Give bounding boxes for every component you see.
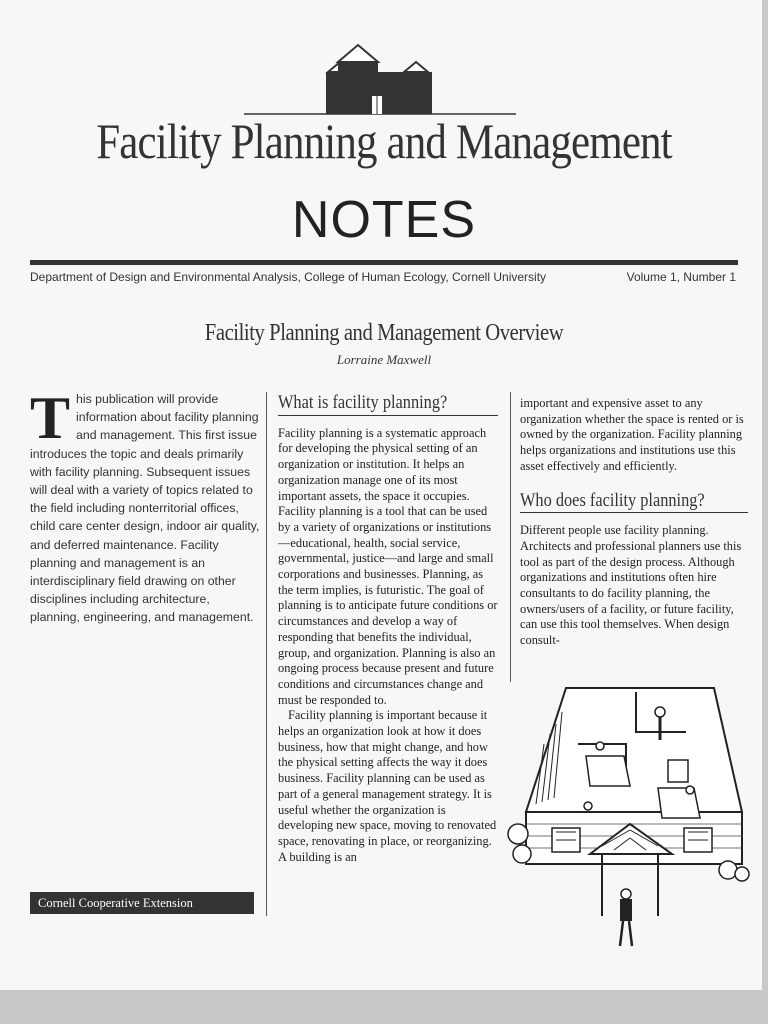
building-cutaway-illustration — [506, 684, 752, 952]
department-line: Department of Design and Environmental Analysis, College of Human Ecology, Cornell University — [30, 270, 547, 284]
volume-number: Volume 1, Number 1 — [626, 270, 736, 284]
section-what-is-facility-planning — [278, 392, 498, 865]
article-title: Facility Planning and Management Overview — [204, 320, 564, 346]
section-heading: What is facility planning? — [278, 392, 448, 413]
intro-column — [30, 385, 260, 627]
intro-text: his publication will provide information about facility planning and management. This first issue introduces the topic and deals primarily with facility planning. Subsequent issues will deal with a variety of topics related to the field including nonterritorial offices, child care center design, indoor air quality, and deferred maintenance. Facility planning and management is an interdisciplinary field drawing on other disciplines including architecture, planning, engineering, and management. — [30, 392, 260, 625]
column-divider — [510, 392, 511, 682]
heading-rule — [520, 512, 748, 513]
section-heading: Who does facility planning? — [520, 489, 705, 511]
body-paragraph: Different people use facility planning. Architects and professional planners use this tool as part of the design process. Although organizations and institutions often hire consultants to do facility planning, the owners/users of a facility, or future facility, can use this tool themselves. When design consult- — [520, 523, 742, 648]
section-who-does-facility-planning — [520, 396, 748, 649]
body-paragraph: Facility planning is a systematic approach for developing the physical setting of an organization or institution. It helps an organization manage one of its most important assets, the space it occupies. Facility planning is a tool that can be used by a variety of organizations or institutions—educational, health, social service, governmental, justice—and large and small corporations and businesses. Planning, as the term implies, is futuristic. The goal of planning is to anticipate future conditions or circumstances and develop a way of responding that benefits the individual, group, and organization. Planning is also an ongoing process because present and future conditions and circumstances change and must be responded to. — [278, 425, 498, 707]
column-divider — [266, 392, 267, 916]
cooperative-extension-badge: Cornell Cooperative Extension — [30, 892, 254, 914]
house-logo-icon — [240, 40, 520, 120]
body-paragraph: important and expensive asset to any organization whether the space is rented or is owned by the organization. Facility planning helps organizations and institutions use this asset effectively and efficiently. — [520, 396, 744, 473]
body-paragraph: Facility planning is important because it helps an organization look at how it does business, how that might change, and how the physical setting affects the way it does business. Facility planning can be used as part of a general management strategy. It is useful whether the organization is developing new space, moving to renovated space, renovating in place, or reorganizing. A building is an — [278, 708, 497, 864]
masthead-divider — [30, 260, 738, 265]
article-author: Lorraine Maxwell — [336, 352, 432, 367]
masthead-notes: NOTES — [291, 191, 477, 249]
heading-rule — [278, 415, 498, 416]
masthead-title: Facility Planning and Management — [96, 113, 672, 169]
drop-cap: T — [30, 385, 71, 451]
